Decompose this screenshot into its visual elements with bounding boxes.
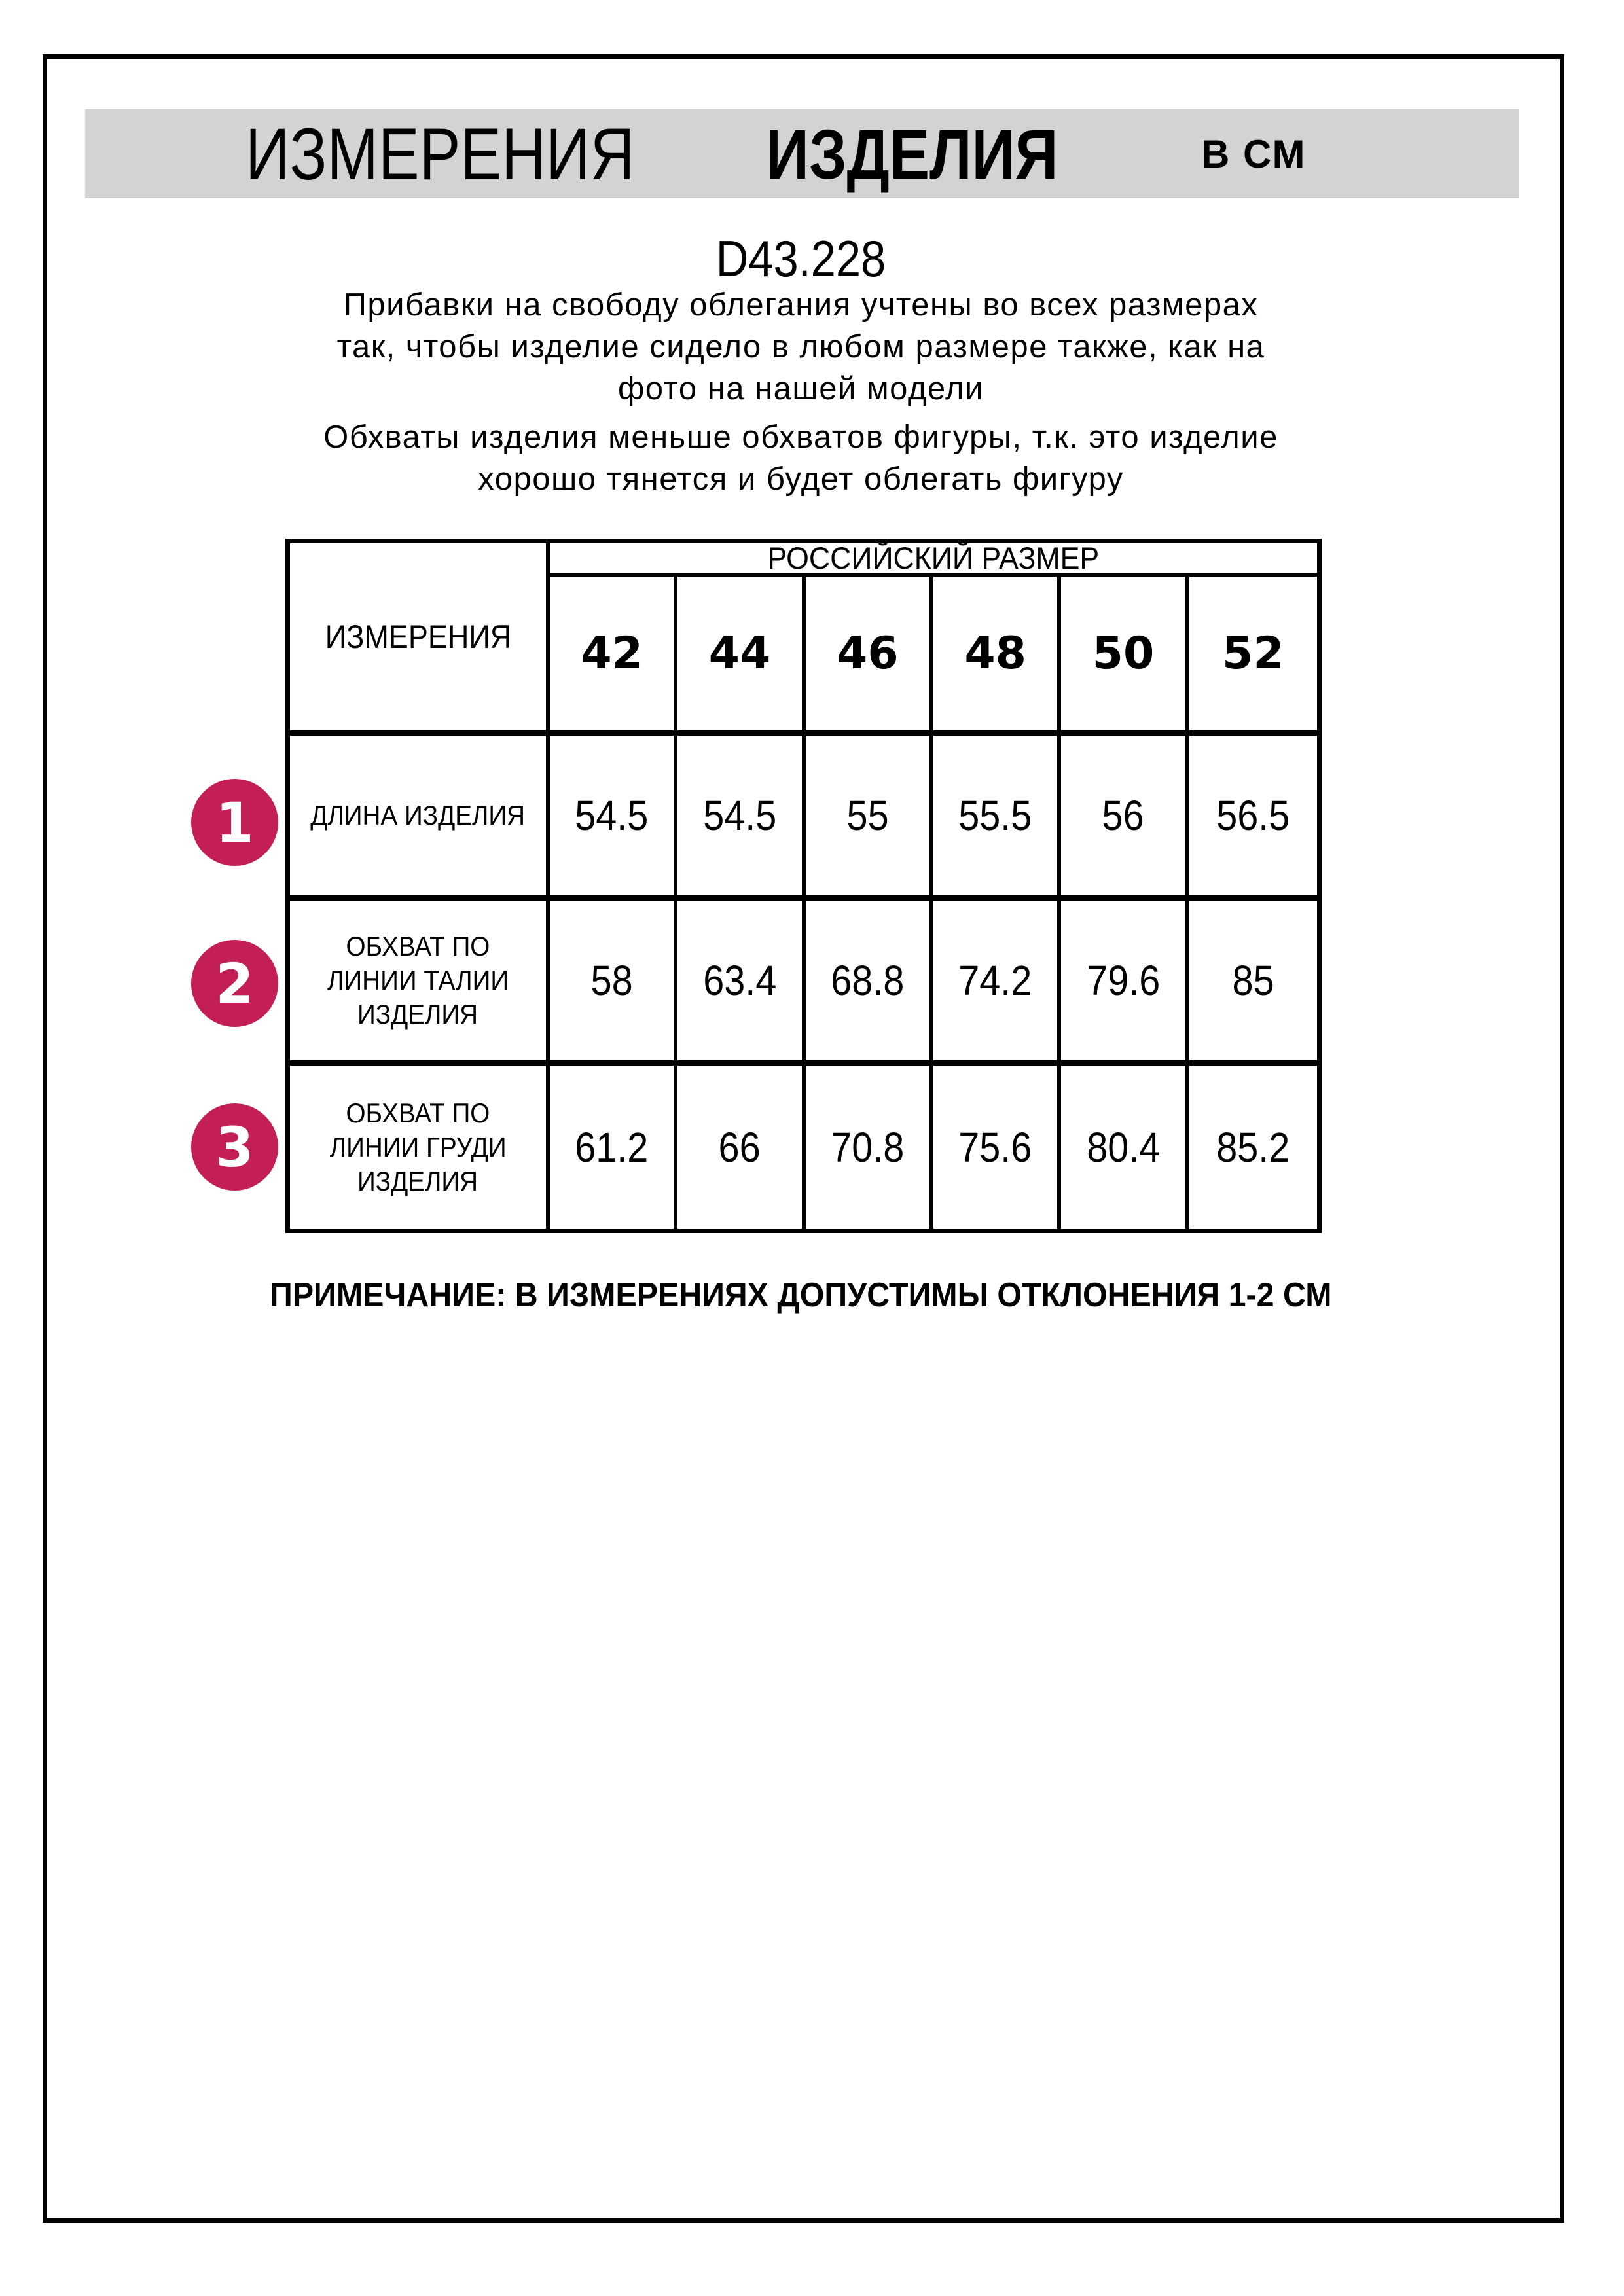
value-cell — [933, 1066, 1061, 1229]
value-text: 80.4 — [1086, 1123, 1161, 1171]
product-code-text: D43.228 — [715, 230, 886, 287]
value-text: 56.5 — [1216, 792, 1290, 839]
intro-paragraph-1 — [0, 284, 1602, 410]
size-header-52: 52 — [1189, 577, 1317, 736]
value-text: 85 — [1232, 957, 1274, 1004]
paragraph-line: так, чтобы изделие сидело в любом размере также, как на — [336, 329, 1265, 365]
tolerance-note — [0, 1275, 1602, 1316]
size-table — [285, 539, 1322, 1233]
paragraph-line: фото на нашей модели — [617, 371, 984, 406]
value-cell — [1061, 736, 1189, 901]
title-units-text: В СМ — [1201, 132, 1307, 176]
size-header-46: 46 — [806, 577, 933, 736]
badge-number: 1 — [215, 790, 254, 855]
row-label-line: ЛИНИИ ТАЛИИ — [327, 965, 509, 996]
table-size-group-header-cell — [550, 543, 1317, 577]
value-cell — [1189, 1066, 1317, 1229]
row-label-line: ЛИНИИ ГРУДИ — [329, 1131, 507, 1162]
value-cell — [806, 901, 933, 1066]
title-units — [1201, 109, 1307, 198]
value-text: 74.2 — [958, 957, 1032, 1004]
row-label-waist-girth — [290, 901, 550, 1066]
value-cell — [1061, 901, 1189, 1066]
row-label-line: ИЗДЕЛИЯ — [357, 999, 478, 1030]
badge-number: 2 — [215, 951, 254, 1016]
table-size-group-header: РОССИЙСКИЙ РАЗМЕР — [767, 541, 1100, 575]
row-number-badge-2 — [191, 940, 278, 1027]
intro-paragraph-2 — [0, 416, 1602, 500]
value-text: 56 — [1102, 792, 1145, 839]
title-product-text: ИЗДЕЛИЯ — [766, 114, 1058, 194]
paragraph-line: Обхваты изделия меньше обхватов фигуры, т.к. это изделие — [323, 420, 1278, 455]
header-banner — [85, 109, 1519, 198]
size-header-48: 48 — [933, 577, 1061, 736]
value-text: 63.4 — [702, 957, 777, 1004]
row-label-length — [290, 736, 550, 901]
value-cell — [677, 736, 805, 901]
row-label-line: ДЛИНА ИЗДЕЛИЯ — [310, 800, 526, 831]
row-label-chest-girth — [290, 1066, 550, 1229]
badge-number: 3 — [215, 1115, 254, 1179]
value-text: 54.5 — [702, 792, 777, 839]
product-code — [0, 230, 1602, 287]
value-text: 61.2 — [575, 1123, 649, 1171]
size-header-44: 44 — [677, 577, 805, 736]
value-cell — [1061, 1066, 1189, 1229]
size-header-42: 42 — [550, 577, 677, 736]
paragraph-line: хорошо тянется и будет облегать фигуру — [478, 461, 1124, 497]
row-label-line: ИЗДЕЛИЯ — [357, 1165, 478, 1196]
value-cell — [677, 901, 805, 1066]
row-number-badge-3 — [191, 1103, 278, 1191]
value-text: 66 — [718, 1123, 761, 1171]
value-text: 79.6 — [1086, 957, 1161, 1004]
value-cell — [550, 736, 677, 901]
value-cell — [1189, 736, 1317, 901]
value-cell — [677, 1066, 805, 1229]
value-cell — [933, 736, 1061, 901]
row-label-line: ОБХВАТ ПО — [346, 1097, 490, 1128]
value-cell — [933, 901, 1061, 1066]
value-text: 55 — [846, 792, 889, 839]
paragraph-line: Прибавки на свободу облегания учтены во всех размерах — [343, 287, 1259, 323]
value-text: 85.2 — [1216, 1123, 1290, 1171]
row-number-badge-1 — [191, 779, 278, 866]
value-text: 54.5 — [575, 792, 649, 839]
value-cell — [550, 901, 677, 1066]
table-measure-header: ИЗМЕРЕНИЯ — [325, 619, 511, 655]
value-cell — [806, 1066, 933, 1229]
title-measurements-text: ИЗМЕРЕНИЯ — [245, 113, 635, 195]
value-text: 68.8 — [831, 957, 905, 1004]
value-cell — [550, 1066, 677, 1229]
table-measure-header-cell — [290, 543, 550, 736]
size-header-50: 50 — [1061, 577, 1189, 736]
title-measurements — [245, 109, 709, 198]
value-text: 55.5 — [958, 792, 1032, 839]
tolerance-note-text: ПРИМЕЧАНИЕ: В ИЗМЕРЕНИЯХ ДОПУСТИМЫ ОТКЛОНЕНИЯ 1-2 СМ — [270, 1276, 1332, 1314]
value-cell — [1189, 901, 1317, 1066]
row-label-line: ОБХВАТ ПО — [346, 931, 490, 961]
title-product — [766, 109, 1110, 198]
value-cell — [806, 736, 933, 901]
value-text: 75.6 — [958, 1123, 1032, 1171]
value-text: 58 — [590, 957, 633, 1004]
value-text: 70.8 — [831, 1123, 905, 1171]
